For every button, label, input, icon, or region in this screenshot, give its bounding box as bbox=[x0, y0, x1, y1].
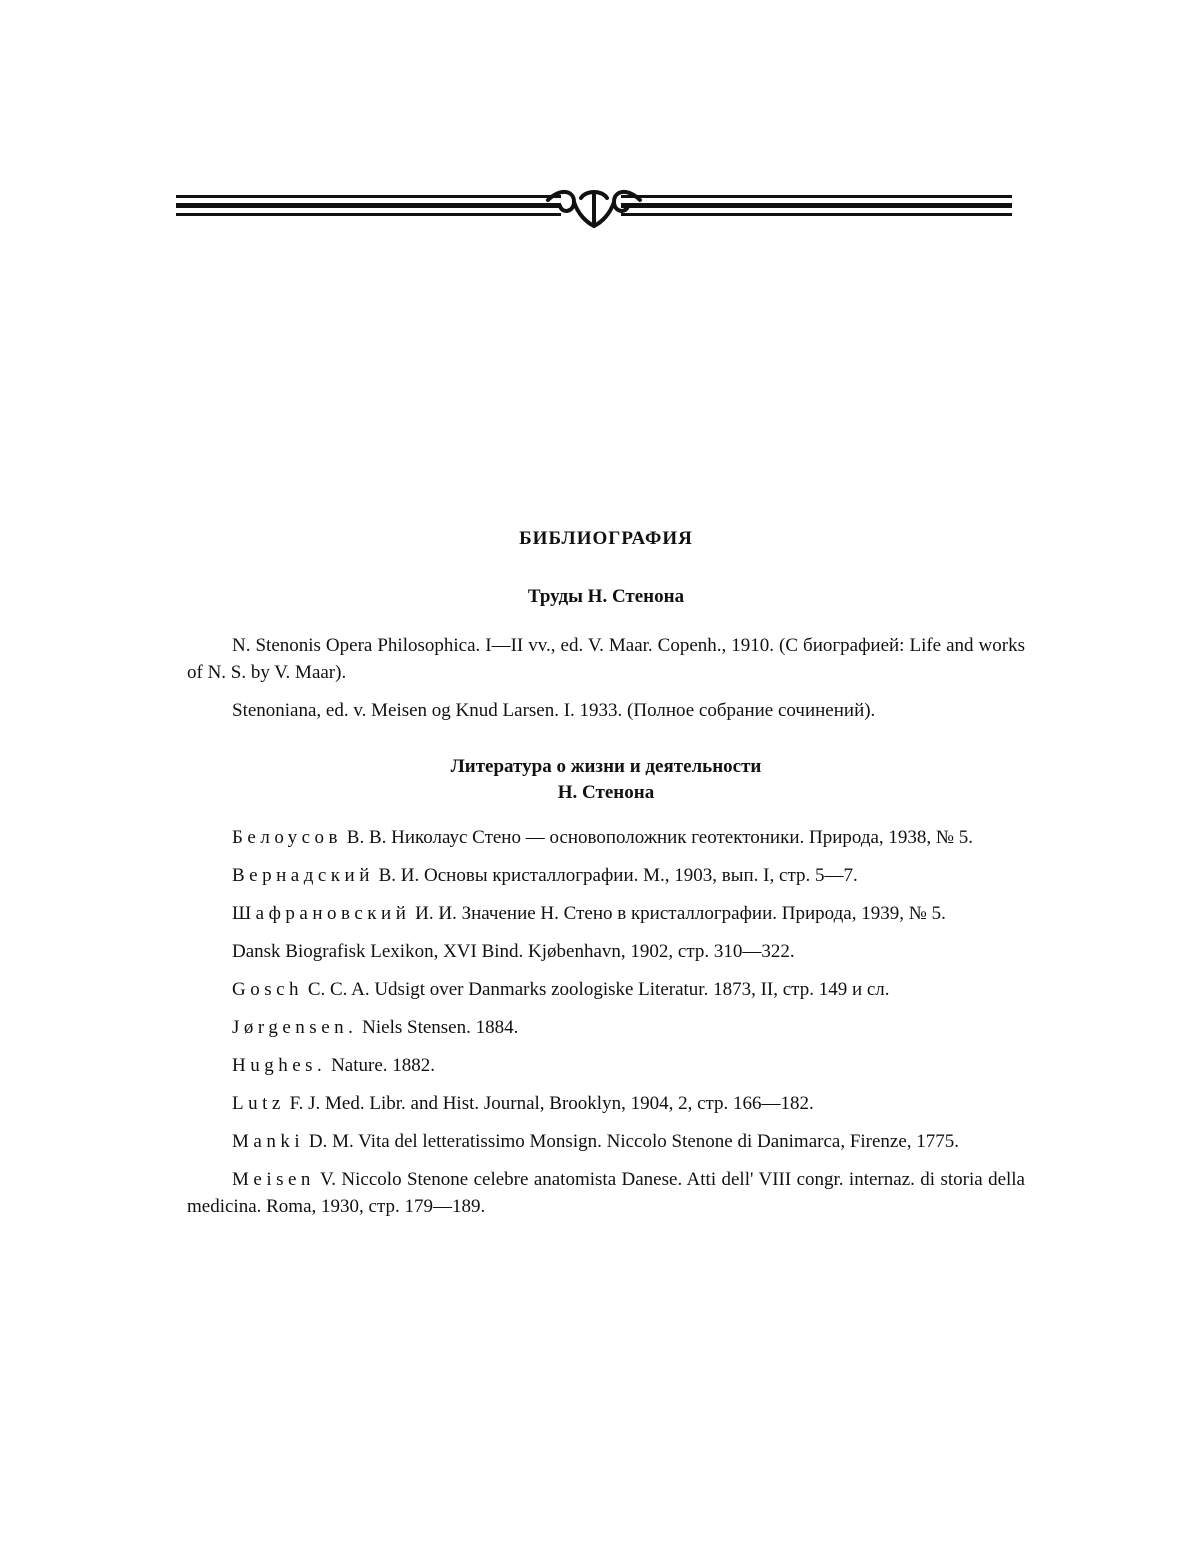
entry-author: Hughes. bbox=[232, 1055, 327, 1076]
bibliography-entry bbox=[187, 900, 1025, 927]
bibliography-entry bbox=[187, 1014, 1025, 1041]
bibliography-entry bbox=[187, 1052, 1025, 1079]
entry-text: Dansk Biografisk Lexikon, XVI Bind. Kjøbenhavn, 1902, стр. 310—322. bbox=[232, 941, 795, 962]
entry-text: В. И. Основы кристаллографии. М., 1903, вып. I, стр. 5—7. bbox=[373, 865, 858, 886]
entry-author: Lutz bbox=[232, 1093, 285, 1114]
bibliography-entry bbox=[187, 976, 1025, 1003]
entry-author: Meisen bbox=[232, 1169, 315, 1190]
bibliography-entry bbox=[187, 824, 1025, 851]
bibliography-entry bbox=[187, 1090, 1025, 1117]
bibliography-entry: Stenoniana, ed. v. Meisen og Knud Larsen. I. 1933. (Полное собрание сочинений). bbox=[232, 700, 876, 721]
entry-author: Jørgensen. bbox=[232, 1017, 358, 1038]
works-heading: Труды Н. Стенона bbox=[527, 586, 685, 607]
bibliography-content bbox=[187, 528, 1025, 1231]
entry-author: Gosch bbox=[232, 979, 304, 1000]
entry-text: C. C. A. Udsigt over Danmarks zoologiske Literatur. 1873, II, стр. 149 и сл. bbox=[303, 979, 890, 1000]
bibliography-entry bbox=[187, 1128, 1025, 1155]
entry-text: И. И. Значение Н. Стено в кристаллографии. Природа, 1939, № 5. bbox=[410, 903, 946, 924]
bibliography-entry bbox=[187, 862, 1025, 889]
literature-heading-line: Литература о жизни и деятельности bbox=[450, 756, 762, 777]
entry-text: Nature. 1882. bbox=[326, 1055, 436, 1076]
literature-heading bbox=[187, 754, 1025, 806]
entry-author: Вернадский bbox=[232, 865, 374, 886]
bibliography-entry: N. Stenonis Opera Philosophica. I—II vv., ed. V. Maar. Copenh., 1910. (С биографией: Life and works of N. S. by V. Maar). bbox=[187, 635, 1025, 683]
entry-author: Шафрановский bbox=[232, 903, 411, 924]
entry-text: В. В. Николаус Стено — основоположник геотектоники. Природа, 1938, № 5. bbox=[342, 827, 974, 848]
entry-author: Белоусов bbox=[232, 827, 343, 848]
entry-text: D. M. Vita del letteratissimo Monsign. Niccolo Stenone di Danimarca, Firenze, 1775. bbox=[304, 1131, 960, 1152]
bibliography-entry bbox=[187, 938, 1025, 965]
page-title: БИБЛИОГРАФИЯ bbox=[519, 528, 693, 549]
entry-text: Niels Stensen. 1884. bbox=[357, 1017, 519, 1038]
bibliography-entry bbox=[187, 1166, 1025, 1220]
entry-text: F. J. Med. Libr. and Hist. Journal, Brooklyn, 1904, 2, стр. 166—182. bbox=[284, 1093, 814, 1114]
entry-text: V. Niccolo Stenone celebre anatomista Danese. Atti dell' VIII congr. internaz. di storia della medicina. Roma, 1930, стр. 179—189. bbox=[187, 1169, 1025, 1217]
entry-author: Manki bbox=[232, 1131, 305, 1152]
scroll-divider-icon bbox=[176, 186, 1012, 230]
literature-heading-line: Н. Стенона bbox=[557, 782, 655, 803]
